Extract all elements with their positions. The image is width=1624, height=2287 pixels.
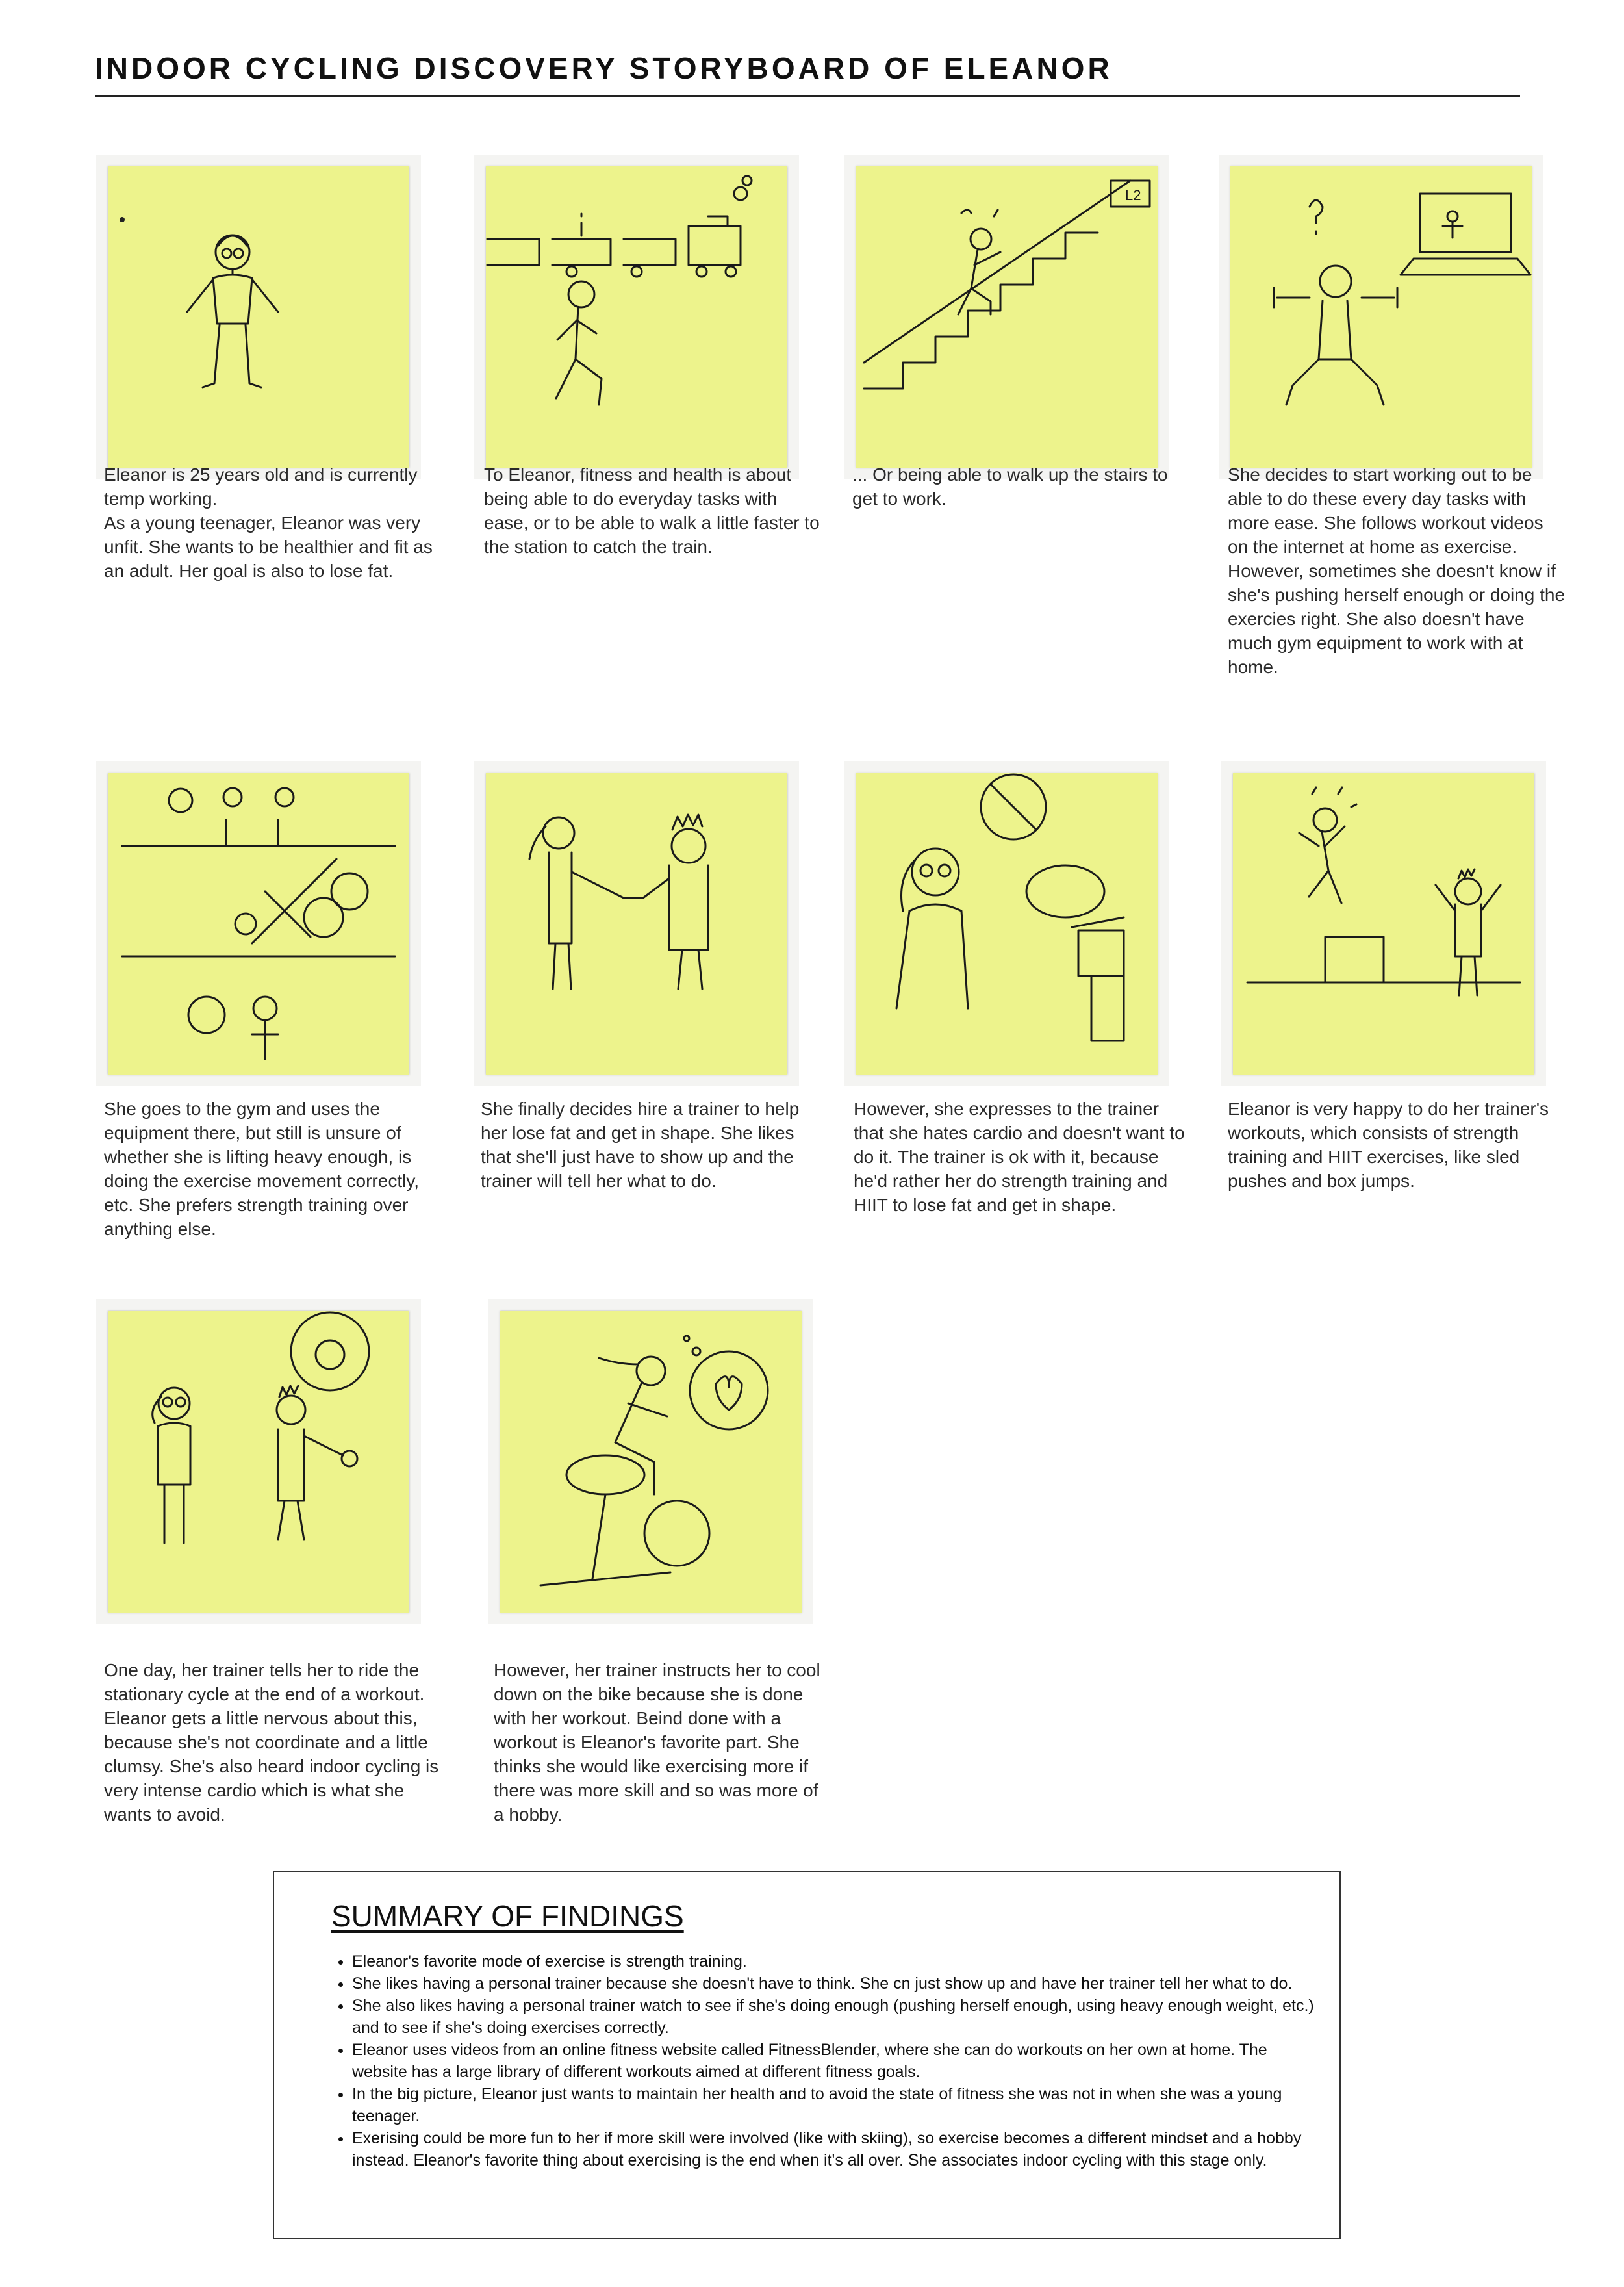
panel-6-caption: She finally decides hire a trainer to help her lose fat and get in shape. She likes that she'll just have to show up and the trainer will tell her what to do. [481, 1099, 800, 1191]
storyboard-panel-10 [488, 1299, 813, 1624]
title-divider [95, 95, 1520, 97]
panel-3-caption: ... Or being able to walk up the stairs to get to work. [852, 465, 1168, 509]
summary-finding: • She also likes having a personal trainer watch to see if she's doing enough (pushing herself enough, using heavy enough weight, etc.) and to see if she's doing exercises correctly. [352, 1995, 1326, 2039]
panel-7-caption: However, she expresses to the trainer that she hates cardio and doesn't want to do it. The trainer is ok with it, because he'd rather her do strength training and HIIT to lose fat and get in shape. [854, 1099, 1185, 1215]
storyboard-panel-7 [844, 761, 1169, 1086]
panel-10-caption: However, her trainer instructs her to cool down on the bike because she is done with her workout. Beind done with a workout is Eleanor's favorite part. She thinks she would like exercising more if there was more skill and so was more of a hobby. [494, 1660, 820, 1824]
storyboard-panel-9 [96, 1299, 421, 1624]
sketch-climbing-stairs [844, 155, 1169, 479]
sketch-home-workout-video [1219, 155, 1543, 479]
panel-2-caption: To Eleanor, fitness and health is about being able to do everyday tasks with ease, or to be able to walk a little faster to the station to catch the train. [484, 465, 820, 557]
storyboard-panel-1 [96, 155, 421, 479]
sketch-handshake-trainer [474, 761, 799, 1086]
summary-of-findings-box [273, 1871, 1341, 2239]
panel-9-caption: One day, her trainer tells her to ride the stationary cycle at the end of a workout. Eleanor gets a little nervous about this, because she's not coordinate and a little clumsy. She's also heard indoor cycling is very intense cardio which is what she wants to avoid. [104, 1660, 439, 1824]
sketch-box-jump [1221, 761, 1546, 1086]
summary-finding: • She likes having a personal trainer because she doesn't have to think. She cn just show up and have her trainer tell her what to do. [352, 1973, 1326, 1995]
summary-finding: • Eleanor's favorite mode of exercise is strength training. [352, 1950, 1326, 1973]
sketch-nervous-about-cycling [96, 1299, 421, 1624]
panel-8-caption: Eleanor is very happy to do her trainer's workouts, which consists of strength training and HIIT exercises, like sled pushes and box jumps. [1228, 1099, 1549, 1191]
panel-4-caption: She decides to start working out to be able to do these every day tasks with more ease. She follows workout videos on the internet at home as exercise. However, sometimes she doesn't know if she's pushing herself enough or doing the exercies right. She also doesn't have much gym equipment to work with at home. [1228, 465, 1566, 677]
floor-sign-label: L2 [1125, 187, 1141, 203]
storyboard-panel-8 [1221, 761, 1546, 1086]
page-title: INDOOR CYCLING DISCOVERY STORYBOARD OF ELEANOR [95, 51, 1113, 85]
summary-finding: • In the big picture, Eleanor just wants to maintain her health and to avoid the state of fitness she was not in when she was a young teenager. [352, 2083, 1326, 2127]
summary-heading: SUMMARY OF FINDINGS [331, 1899, 684, 1933]
summary-findings-list [331, 1950, 1326, 2171]
storyboard-panel-5 [96, 761, 421, 1086]
storyboard-panel-2 [474, 155, 799, 479]
summary-finding: • Eleanor uses videos from an online fitness website called FitnessBlender, where she can do workouts on her own at home. The website has a large library of different workouts aimed at different fitness goals. [352, 2039, 1326, 2083]
storyboard-panel-3 [844, 155, 1169, 479]
storyboard-panel-4 [1219, 155, 1543, 479]
sketch-eleanor-standing [96, 155, 421, 479]
sketch-cool-down-bike [488, 1299, 813, 1624]
panel-1-caption: Eleanor is 25 years old and is currently temp working. As a young teenager, Eleanor was very unfit. She wants to be healthier and fit as an adult. Her goal is also to lose fat. [104, 465, 433, 581]
panel-5-caption: She goes to the gym and uses the equipment there, but still is unsure of whether she is lifting heavy enough, is doing the exercise movement correctly, etc. She prefers strength training over anything else. [104, 1099, 420, 1239]
summary-finding: • Exerising could be more fun to her if more skill were involved (like with skiing), so exercise becomes a different mindset and a hobby instead. Eleanor's favorite thing about exercising is the end when it's all over. She associates indoor cycling with this stage only. [352, 2127, 1326, 2171]
sketch-hates-cardio [844, 761, 1169, 1086]
sketch-running-to-train [474, 155, 799, 479]
sketch-gym-equipment [96, 761, 421, 1086]
storyboard-panel-6 [474, 761, 799, 1086]
